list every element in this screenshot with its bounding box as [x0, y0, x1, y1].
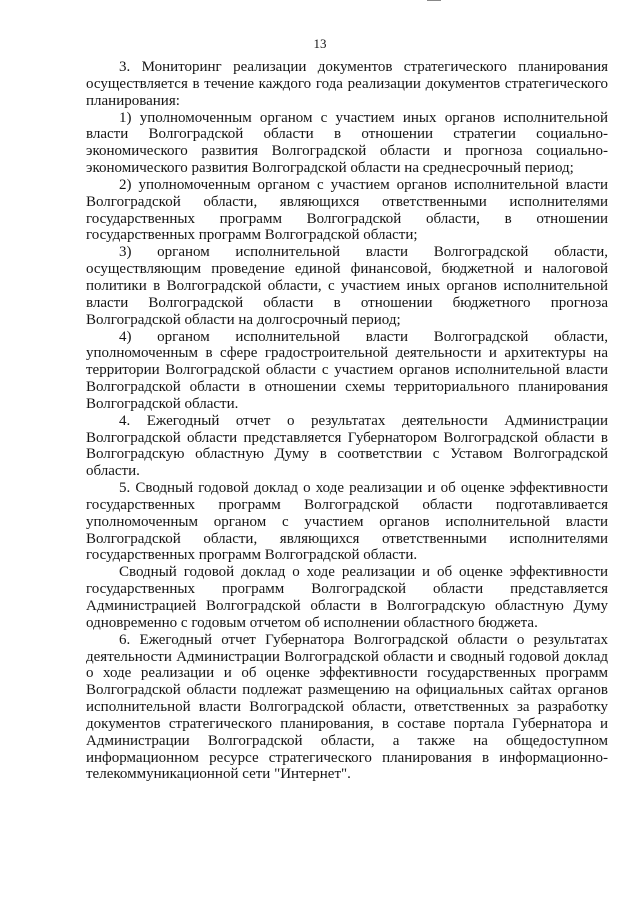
paragraph-subitem-1: 1) уполномоченным органом с участием иных органов исполнительной власти Волгоградской области в отношении стратегии социально-экономического развития Волгоградской области и прогноза социально-экономического развития Волгоградской области на среднесрочный период;	[86, 109, 608, 177]
paragraph-item-5: 5. Сводный годовой доклад о ходе реализации и об оценке эффективности государственных программ Волгоградской области подготавливается уполномоченным органом с участием органов исполнительной власти Волгоградской области, являющихся ответственными исполнителями государственных программ Волгоградской области.	[86, 480, 608, 564]
paragraph-item-4: 4. Ежегодный отчет о результатах деятельности Администрации Волгоградской области представляется Губернатором Волгоградской области в Волгоградскую областную Думу в соответствии с Уставом Волгоградской области.	[86, 412, 608, 480]
paragraph-item-3: 3. Мониторинг реализации документов стратегического планирования осуществляется в течение каждого года реализации документов стратегического планирования:	[86, 59, 608, 109]
paragraph-subitem-2: 2) уполномоченным органом с участием органов исполнительной власти Волгоградской области, являющихся ответственными исполнителями государственных программ Волгоградской области, в отношении государственных программ Волгоградской области;	[86, 176, 608, 244]
scan-mark	[427, 0, 441, 4]
paragraph-item-5-continued: Сводный годовой доклад о ходе реализации и об оценке эффективности государственных программ Волгоградской области представляется Администрацией Волгоградской области в Волгоградскую областную Думу одновременно с годовым отчетом об исполнении областного бюджета.	[86, 564, 608, 631]
page-number: 13	[313, 36, 327, 51]
document-body	[86, 59, 608, 783]
paragraph-item-6: 6. Ежегодный отчет Губернатора Волгоградской области о результатах деятельности Администрации Волгоградской области и сводный годовой доклад о ходе реализации и об оценке эффективности государственных программ Волгоградской области подлежат размещению на официальных сайтах органов исполнительной власти Волгоградской области, ответственных за разработку документов стратегического планирования, в составе портала Губернатора и Администрации Волгоградской области, а также на общедоступном информационном ресурсе стратегического планирования в информационно-телекоммуникационной сети "Интернет".	[86, 631, 608, 783]
paragraph-subitem-4: 4) органом исполнительной власти Волгоградской области, уполномоченным в сфере градостроительной деятельности и архитектуры на территории Волгоградской области с участием органов исполнительной власти Волгоградской области в отношении схемы территориального планирования Волгоградской области.	[86, 328, 608, 412]
paragraph-subitem-3: 3) органом исполнительной власти Волгоградской области, осуществляющим проведение единой финансовой, бюджетной и налоговой политики в Волгоградской области, с участием иных органов исполнительной власти Волгоградской области в отношении бюджетного прогноза Волгоградской области на долгосрочный период;	[86, 244, 608, 328]
